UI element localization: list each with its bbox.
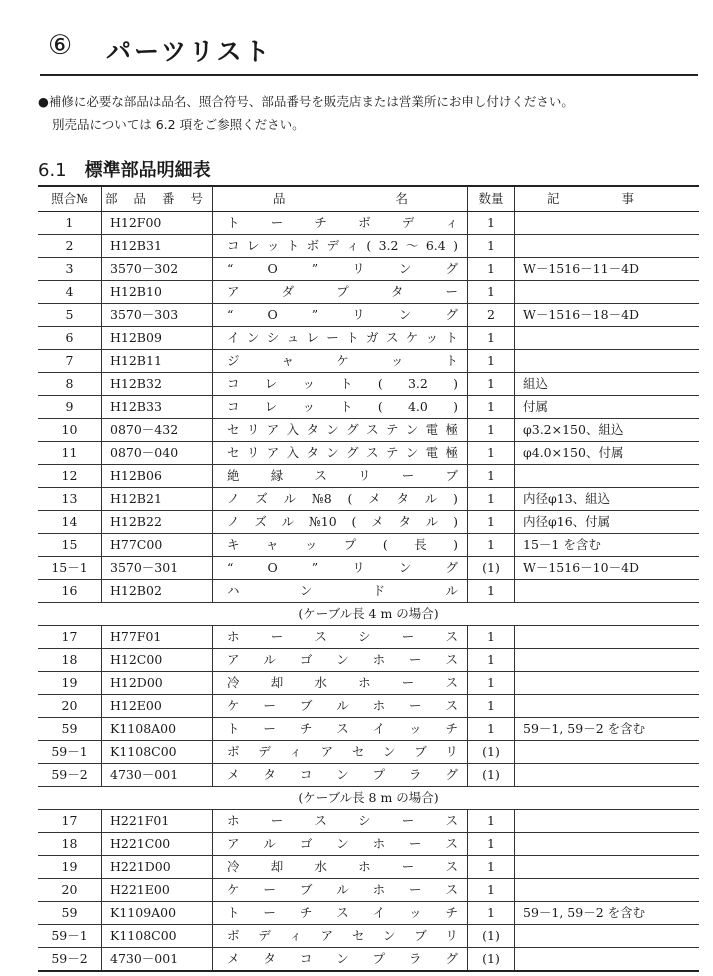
- quantity-cell: 1: [468, 212, 515, 235]
- part-name: ケ ー ブ ル ホ ー ス: [227, 698, 458, 713]
- table-row: [38, 373, 699, 396]
- table-row: [38, 672, 699, 695]
- ref-no-cell: 2: [38, 235, 102, 258]
- part-number-cell: H221C00: [102, 833, 213, 856]
- remarks-cell: [515, 580, 700, 603]
- part-number-cell: H77C00: [102, 534, 213, 557]
- quantity-cell: 1: [468, 672, 515, 695]
- part-number-cell: H12C00: [102, 649, 213, 672]
- table-row: [38, 856, 699, 879]
- remarks-cell: 内径φ13、組込: [515, 488, 700, 511]
- remarks-cell: [515, 649, 700, 672]
- ref-no-cell: 12: [38, 465, 102, 488]
- part-name-cell: [213, 649, 468, 672]
- ref-no-cell: 59: [38, 902, 102, 925]
- part-number-cell: H12B10: [102, 281, 213, 304]
- remarks-cell: [515, 235, 700, 258]
- part-name: ノ ズ ル №10 ( メ タ ル ): [227, 514, 458, 529]
- quantity-cell: 1: [468, 810, 515, 833]
- table-row: [38, 304, 699, 327]
- ref-no-cell: 18: [38, 833, 102, 856]
- remarks-cell: [515, 741, 700, 764]
- part-name: ノ ズ ル №8 ( メ タ ル ): [227, 491, 458, 506]
- part-number-cell: H12D00: [102, 672, 213, 695]
- header-qty: 数量: [468, 186, 515, 212]
- part-number-cell: K1108A00: [102, 718, 213, 741]
- quantity-cell: 1: [468, 879, 515, 902]
- part-name: ア ル ゴ ン ホ ー ス: [227, 836, 458, 851]
- part-name: セ リ ア 入 タ ン グ ス テ ン 電 極: [227, 445, 458, 460]
- part-number-cell: H221E00: [102, 879, 213, 902]
- table-heading-title: 標準部品明細表: [84, 160, 211, 181]
- part-name: ハ ン ド ル: [227, 583, 458, 598]
- part-name: ホ ー ス シ ー ス: [227, 813, 458, 828]
- table-row: [38, 281, 699, 304]
- part-number-cell: H12B33: [102, 396, 213, 419]
- remarks-cell: 組込: [515, 373, 700, 396]
- part-number-cell: 3570－303: [102, 304, 213, 327]
- part-number-cell: H12B09: [102, 327, 213, 350]
- remarks-cell: [515, 327, 700, 350]
- table-row: [38, 764, 699, 787]
- part-name: “ O ” リ ン グ: [227, 261, 458, 276]
- part-name: ト ー チ ス イ ッ チ: [227, 721, 458, 736]
- part-name-cell: [213, 741, 468, 764]
- part-number-cell: H12B06: [102, 465, 213, 488]
- table-row: [38, 350, 699, 373]
- table-row: [38, 833, 699, 856]
- ref-no-cell: 11: [38, 442, 102, 465]
- remarks-cell: [515, 212, 700, 235]
- ref-no-cell: 3: [38, 258, 102, 281]
- part-name: ア ル ゴ ン ホ ー ス: [227, 652, 458, 667]
- ref-no-cell: 14: [38, 511, 102, 534]
- quantity-cell: 1: [468, 396, 515, 419]
- part-name-cell: [213, 902, 468, 925]
- remarks-cell: [515, 465, 700, 488]
- remarks-cell: [515, 626, 700, 649]
- table-row: [38, 879, 699, 902]
- part-name-cell: [213, 810, 468, 833]
- ref-no-cell: 19: [38, 672, 102, 695]
- table-row: [38, 626, 699, 649]
- ref-no-cell: 15: [38, 534, 102, 557]
- part-name-cell: [213, 304, 468, 327]
- header-part-number: 部 品 番 号: [102, 186, 213, 212]
- table-row: [38, 580, 699, 603]
- part-number-cell: H12B32: [102, 373, 213, 396]
- quantity-cell: 1: [468, 281, 515, 304]
- part-name-cell: [213, 350, 468, 373]
- quantity-cell: (1): [468, 557, 515, 580]
- table-row: [38, 649, 699, 672]
- ref-no-cell: 17: [38, 626, 102, 649]
- remarks-cell: [515, 764, 700, 787]
- quantity-cell: 1: [468, 649, 515, 672]
- remarks-cell: [515, 856, 700, 879]
- part-name: コ レ ッ ト ( 4.0 ): [227, 399, 458, 414]
- part-name: キ ャ ッ プ ( 長 ): [227, 537, 458, 552]
- part-name-cell: [213, 373, 468, 396]
- remarks-cell: [515, 833, 700, 856]
- remarks-cell: 59－1, 59－2 を含む: [515, 718, 700, 741]
- part-number-cell: H12B02: [102, 580, 213, 603]
- part-name: ボ デ ィ ア セ ン ブ リ: [227, 928, 458, 943]
- part-name: ト ー チ ボ デ ィ: [227, 215, 458, 230]
- part-name-cell: [213, 764, 468, 787]
- note-line-1: ●補修に必要な部品は品名、照合符号、部品番号を販売店または営業所にお申し付けください。: [38, 94, 574, 109]
- ref-no-cell: 6: [38, 327, 102, 350]
- quantity-cell: 1: [468, 833, 515, 856]
- page-title: パーツリスト: [106, 37, 273, 66]
- part-name-cell: [213, 235, 468, 258]
- part-number-cell: H221D00: [102, 856, 213, 879]
- table-row: [38, 557, 699, 580]
- quantity-cell: 1: [468, 373, 515, 396]
- header-name-2: 名: [395, 191, 409, 206]
- remarks-cell: 59－1, 59－2 を含む: [515, 902, 700, 925]
- part-number-cell: 4730－001: [102, 948, 213, 972]
- header-remarks: [515, 186, 700, 212]
- section-row: [38, 603, 699, 626]
- part-name-cell: [213, 534, 468, 557]
- remarks-cell: 内径φ16、付属: [515, 511, 700, 534]
- ref-no-cell: 5: [38, 304, 102, 327]
- ref-no-cell: 59－1: [38, 741, 102, 764]
- part-number-cell: K1108C00: [102, 741, 213, 764]
- quantity-cell: 1: [468, 718, 515, 741]
- part-number-cell: K1109A00: [102, 902, 213, 925]
- remarks-cell: W－1516－11－4D: [515, 258, 700, 281]
- table-row: [38, 419, 699, 442]
- parts-table-body: [38, 212, 699, 972]
- quantity-cell: 2: [468, 304, 515, 327]
- ref-no-cell: 20: [38, 879, 102, 902]
- quantity-cell: 1: [468, 580, 515, 603]
- part-name: ケ ー ブ ル ホ ー ス: [227, 882, 458, 897]
- ref-no-cell: 59－2: [38, 948, 102, 972]
- table-row: [38, 442, 699, 465]
- remarks-cell: [515, 672, 700, 695]
- quantity-cell: (1): [468, 925, 515, 948]
- table-heading-number: 6.1: [38, 160, 67, 181]
- part-number-cell: H221F01: [102, 810, 213, 833]
- part-number-cell: 3570－302: [102, 258, 213, 281]
- table-heading: [38, 156, 211, 182]
- part-name: イ ン シ ュ レ ー ト ガ ス ケ ッ ト: [227, 330, 458, 345]
- header-name-1: 品: [273, 191, 286, 206]
- part-number-cell: H12B21: [102, 488, 213, 511]
- table-row: [38, 534, 699, 557]
- part-name-cell: [213, 557, 468, 580]
- remarks-cell: W－1516－10－4D: [515, 557, 700, 580]
- remarks-cell: [515, 695, 700, 718]
- remarks-cell: 15－1 を含む: [515, 534, 700, 557]
- note-line-2: 別売品については 6.2 項をご参照ください。: [52, 117, 305, 132]
- part-name-cell: [213, 626, 468, 649]
- part-name-cell: [213, 925, 468, 948]
- remarks-cell: [515, 879, 700, 902]
- table-row: [38, 488, 699, 511]
- part-name-cell: [213, 695, 468, 718]
- part-name-cell: [213, 718, 468, 741]
- quantity-cell: 1: [468, 327, 515, 350]
- quantity-cell: (1): [468, 948, 515, 972]
- part-name: ア ダ プ タ ー: [227, 284, 458, 299]
- quantity-cell: 1: [468, 511, 515, 534]
- table-row: [38, 948, 699, 972]
- ref-no-cell: 8: [38, 373, 102, 396]
- quantity-cell: 1: [468, 856, 515, 879]
- section-heading: [40, 30, 698, 76]
- part-number-cell: H12B22: [102, 511, 213, 534]
- table-row: [38, 718, 699, 741]
- part-name: “ O ” リ ン グ: [227, 560, 458, 575]
- part-name-cell: [213, 856, 468, 879]
- quantity-cell: (1): [468, 764, 515, 787]
- part-name: 冷 却 水 ホ ー ス: [227, 675, 458, 690]
- quantity-cell: 1: [468, 419, 515, 442]
- remarks-cell: [515, 948, 700, 972]
- part-name: ボ デ ィ ア セ ン ブ リ: [227, 744, 458, 759]
- part-name-cell: [213, 833, 468, 856]
- part-name: コ レ ッ ト ボ デ ィ ( 3.2 ～ 6.4 ): [227, 238, 458, 253]
- ref-no-cell: 7: [38, 350, 102, 373]
- quantity-cell: 1: [468, 258, 515, 281]
- quantity-cell: 1: [468, 534, 515, 557]
- quantity-cell: 1: [468, 902, 515, 925]
- remarks-cell: φ3.2×150、組込: [515, 419, 700, 442]
- part-name: “ O ” リ ン グ: [227, 307, 458, 322]
- header-name: [213, 186, 468, 212]
- part-name-cell: [213, 442, 468, 465]
- part-name-cell: [213, 212, 468, 235]
- part-name: ジ ャ ケ ッ ト: [227, 353, 458, 368]
- part-name: メ タ コ ン プ ラ グ: [227, 767, 458, 782]
- quantity-cell: 1: [468, 465, 515, 488]
- part-name: コ レ ッ ト ( 3.2 ): [227, 376, 458, 391]
- ref-no-cell: 17: [38, 810, 102, 833]
- ref-no-cell: 16: [38, 580, 102, 603]
- part-name-cell: [213, 465, 468, 488]
- remarks-cell: [515, 350, 700, 373]
- section-number: ⑥: [48, 30, 73, 61]
- ref-no-cell: 20: [38, 695, 102, 718]
- part-name-cell: [213, 672, 468, 695]
- quantity-cell: 1: [468, 442, 515, 465]
- ref-no-cell: 18: [38, 649, 102, 672]
- part-number-cell: H12F00: [102, 212, 213, 235]
- table-row: [38, 327, 699, 350]
- part-name: メ タ コ ン プ ラ グ: [227, 951, 458, 966]
- part-name: 絶 縁 ス リ ー ブ: [227, 468, 458, 483]
- section-label: (ケーブル長 4 m の場合): [38, 603, 699, 626]
- part-number-cell: 0870－040: [102, 442, 213, 465]
- part-name: 冷 却 水 ホ ー ス: [227, 859, 458, 874]
- table-row: [38, 511, 699, 534]
- part-name-cell: [213, 281, 468, 304]
- ref-no-cell: 19: [38, 856, 102, 879]
- part-name: ホ ー ス シ ー ス: [227, 629, 458, 644]
- ref-no-cell: 15－1: [38, 557, 102, 580]
- table-row: [38, 465, 699, 488]
- part-number-cell: H12B11: [102, 350, 213, 373]
- quantity-cell: (1): [468, 741, 515, 764]
- part-number-cell: H12E00: [102, 695, 213, 718]
- quantity-cell: 1: [468, 695, 515, 718]
- section-row: [38, 787, 699, 810]
- table-row: [38, 741, 699, 764]
- quantity-cell: 1: [468, 235, 515, 258]
- part-number-cell: 0870－432: [102, 419, 213, 442]
- part-name-cell: [213, 419, 468, 442]
- part-name-cell: [213, 488, 468, 511]
- part-name-cell: [213, 511, 468, 534]
- section-label: (ケーブル長 8 m の場合): [38, 787, 699, 810]
- header-no: 照合№: [38, 186, 102, 212]
- parts-table: [38, 185, 699, 972]
- part-name-cell: [213, 258, 468, 281]
- table-row: [38, 925, 699, 948]
- ref-no-cell: 59－2: [38, 764, 102, 787]
- ref-no-cell: 4: [38, 281, 102, 304]
- table-row: [38, 258, 699, 281]
- table-header-row: [38, 186, 699, 212]
- table-row: [38, 212, 699, 235]
- table-row: [38, 810, 699, 833]
- quantity-cell: 1: [468, 626, 515, 649]
- part-number-cell: 3570－301: [102, 557, 213, 580]
- remarks-cell: [515, 281, 700, 304]
- part-number-cell: H12B31: [102, 235, 213, 258]
- table-row: [38, 902, 699, 925]
- header-remarks-1: 記: [547, 191, 560, 206]
- remarks-cell: [515, 810, 700, 833]
- part-name: セ リ ア 入 タ ン グ ス テ ン 電 極: [227, 422, 458, 437]
- table-row: [38, 235, 699, 258]
- part-name-cell: [213, 580, 468, 603]
- table-row: [38, 396, 699, 419]
- remarks-cell: [515, 925, 700, 948]
- ref-no-cell: 9: [38, 396, 102, 419]
- ref-no-cell: 10: [38, 419, 102, 442]
- part-number-cell: 4730－001: [102, 764, 213, 787]
- part-number-cell: K1108C00: [102, 925, 213, 948]
- table-row: [38, 695, 699, 718]
- header-remarks-2: 事: [621, 191, 635, 206]
- part-number-cell: H77F01: [102, 626, 213, 649]
- quantity-cell: 1: [468, 350, 515, 373]
- part-name-cell: [213, 327, 468, 350]
- remarks-cell: φ4.0×150、付属: [515, 442, 700, 465]
- ref-no-cell: 13: [38, 488, 102, 511]
- ref-no-cell: 59－1: [38, 925, 102, 948]
- part-name-cell: [213, 879, 468, 902]
- remarks-cell: W－1516－18－4D: [515, 304, 700, 327]
- ref-no-cell: 1: [38, 212, 102, 235]
- part-name-cell: [213, 948, 468, 972]
- part-name-cell: [213, 396, 468, 419]
- quantity-cell: 1: [468, 488, 515, 511]
- remarks-cell: 付属: [515, 396, 700, 419]
- ref-no-cell: 59: [38, 718, 102, 741]
- part-name: ト ー チ ス イ ッ チ: [227, 905, 458, 920]
